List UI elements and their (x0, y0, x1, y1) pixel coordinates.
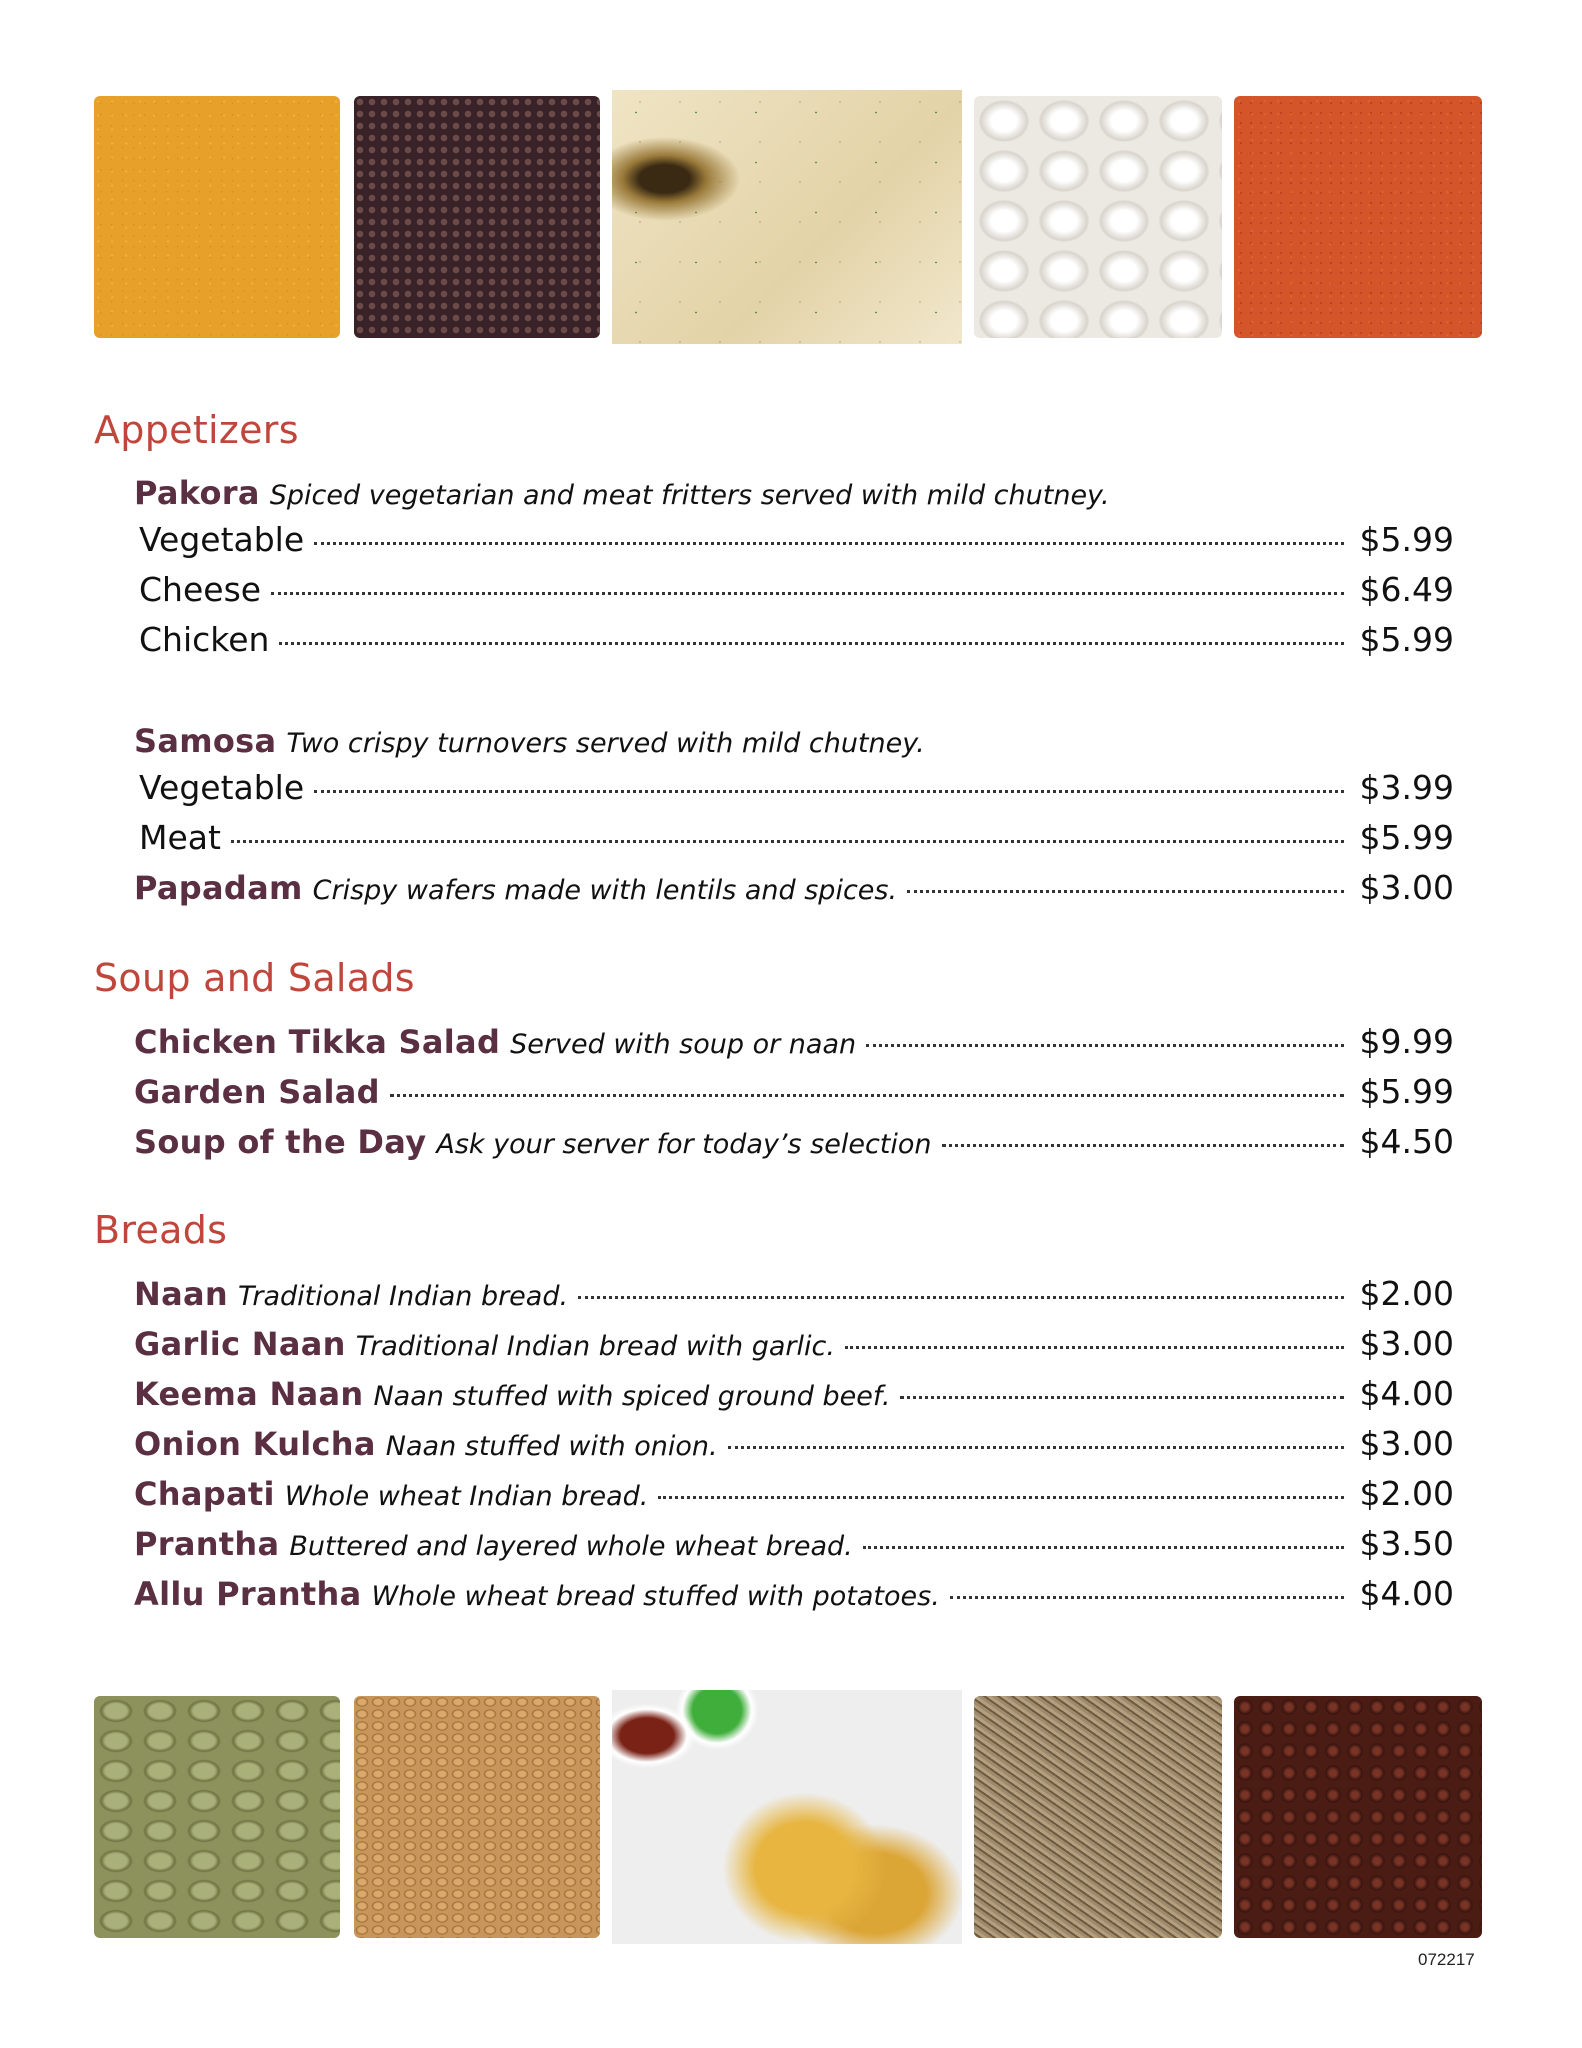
menu-option-pakora-chicken (139, 620, 1454, 659)
dot-leader (314, 542, 1344, 545)
menu-item-chapati (134, 1474, 1454, 1513)
menu-option-samosa-vegetable (139, 768, 1454, 807)
dot-leader (863, 1546, 1344, 1549)
price: $9.99 (1359, 1022, 1454, 1061)
menu-option-samosa-meat (139, 818, 1454, 857)
menu-item-allu-prantha (134, 1574, 1454, 1613)
menu-item-keema-naan (134, 1374, 1454, 1413)
dot-leader (942, 1144, 1344, 1147)
option-name: Cheese (139, 570, 262, 609)
top-photo-strip (0, 90, 1582, 350)
price: $5.99 (1359, 620, 1454, 659)
menu-item-garlic-naan (134, 1324, 1454, 1363)
dot-leader (900, 1396, 1344, 1399)
item-name: Soup of the Day (134, 1123, 427, 1161)
option-name: Vegetable (139, 520, 305, 559)
dot-leader (845, 1346, 1344, 1349)
option-name: Meat (139, 818, 221, 857)
menu-option-pakora-cheese (139, 570, 1454, 609)
item-name: Prantha (134, 1525, 280, 1563)
dot-leader (314, 790, 1344, 793)
item-description: Ask your server for today’s selection (436, 1129, 932, 1160)
item-description: Spiced vegetarian and meat fritters served with mild chutney. (269, 480, 1110, 511)
menu-item-papadam (134, 868, 1454, 907)
menu-item-prantha (134, 1524, 1454, 1563)
menu-item-pakora (134, 474, 1454, 512)
item-description: Crispy wafers made with lentils and spices. (312, 875, 898, 906)
menu-item-soup-of-the-day (134, 1122, 1454, 1161)
price: $2.00 (1359, 1474, 1454, 1513)
item-name: Samosa (134, 722, 277, 760)
naan-photo (612, 90, 962, 344)
menu-item-chicken-tikka-salad (134, 1022, 1454, 1061)
menu-item-samosa (134, 722, 1454, 760)
price: $4.00 (1359, 1574, 1454, 1613)
item-name: Garden Salad (134, 1073, 380, 1111)
price: $5.99 (1359, 520, 1454, 559)
item-description: Two crispy turnovers served with mild chutney. (286, 728, 925, 759)
section-title-breads: Breads (94, 1208, 228, 1252)
item-description: Served with soup or naan (510, 1029, 857, 1060)
price: $4.50 (1359, 1122, 1454, 1161)
dot-leader (950, 1596, 1344, 1599)
item-description: Buttered and layered whole wheat bread. (289, 1531, 853, 1562)
fenugreek-photo (354, 1696, 600, 1938)
dot-leader (728, 1446, 1344, 1449)
price: $5.99 (1359, 1072, 1454, 1111)
dot-leader (578, 1296, 1344, 1299)
item-name: Chicken Tikka Salad (134, 1023, 501, 1061)
price: $2.00 (1359, 1274, 1454, 1313)
item-description: Whole wheat bread stuffed with potatoes. (371, 1581, 940, 1612)
item-description: Naan stuffed with spiced ground beef. (373, 1381, 891, 1412)
section-title-soup-and-salads: Soup and Salads (94, 956, 415, 1000)
price: $3.00 (1359, 1324, 1454, 1363)
menu-item-onion-kulcha (134, 1424, 1454, 1463)
price: $3.99 (1359, 768, 1454, 807)
dot-leader (279, 642, 1344, 645)
price: $3.00 (1359, 1424, 1454, 1463)
option-name: Chicken (139, 620, 270, 659)
item-name: Garlic Naan (134, 1325, 346, 1363)
price: $6.49 (1359, 570, 1454, 609)
cloves-photo (1234, 1696, 1482, 1938)
price: $4.00 (1359, 1374, 1454, 1413)
dot-leader (231, 840, 1344, 843)
item-name: Chapati (134, 1475, 275, 1513)
price: $3.50 (1359, 1524, 1454, 1563)
menu-item-naan (134, 1274, 1454, 1313)
print-code: 072217 (1418, 1950, 1475, 1969)
dot-leader (907, 890, 1344, 893)
price: $5.99 (1359, 818, 1454, 857)
cardamom-photo (94, 1696, 340, 1938)
dot-leader (390, 1094, 1344, 1097)
item-name: Papadam (134, 869, 303, 907)
cumin-photo (974, 1696, 1222, 1938)
item-name: Keema Naan (134, 1375, 364, 1413)
item-description: Whole wheat Indian bread. (284, 1481, 649, 1512)
item-description: Naan stuffed with onion. (385, 1431, 718, 1462)
dot-leader (658, 1496, 1344, 1499)
section-title-appetizers: Appetizers (94, 408, 299, 452)
item-name: Pakora (134, 474, 260, 512)
dot-leader (866, 1044, 1344, 1047)
item-description: Traditional Indian bread with garlic. (355, 1331, 835, 1362)
garlic-photo (974, 96, 1222, 338)
item-name: Onion Kulcha (134, 1425, 376, 1463)
mustard-seeds-photo (354, 96, 600, 338)
menu-item-garden-salad (134, 1072, 1454, 1111)
price: $3.00 (1359, 868, 1454, 907)
menu-option-pakora-vegetable (139, 520, 1454, 559)
item-name: Allu Prantha (134, 1575, 362, 1613)
item-description: Traditional Indian bread. (237, 1281, 569, 1312)
chili-powder-photo (1234, 96, 1482, 338)
item-name: Naan (134, 1275, 228, 1313)
samosa-photo (612, 1690, 962, 1944)
option-name: Vegetable (139, 768, 305, 807)
turmeric-photo (94, 96, 340, 338)
bottom-photo-strip (0, 1690, 1582, 1950)
dot-leader (271, 592, 1344, 595)
